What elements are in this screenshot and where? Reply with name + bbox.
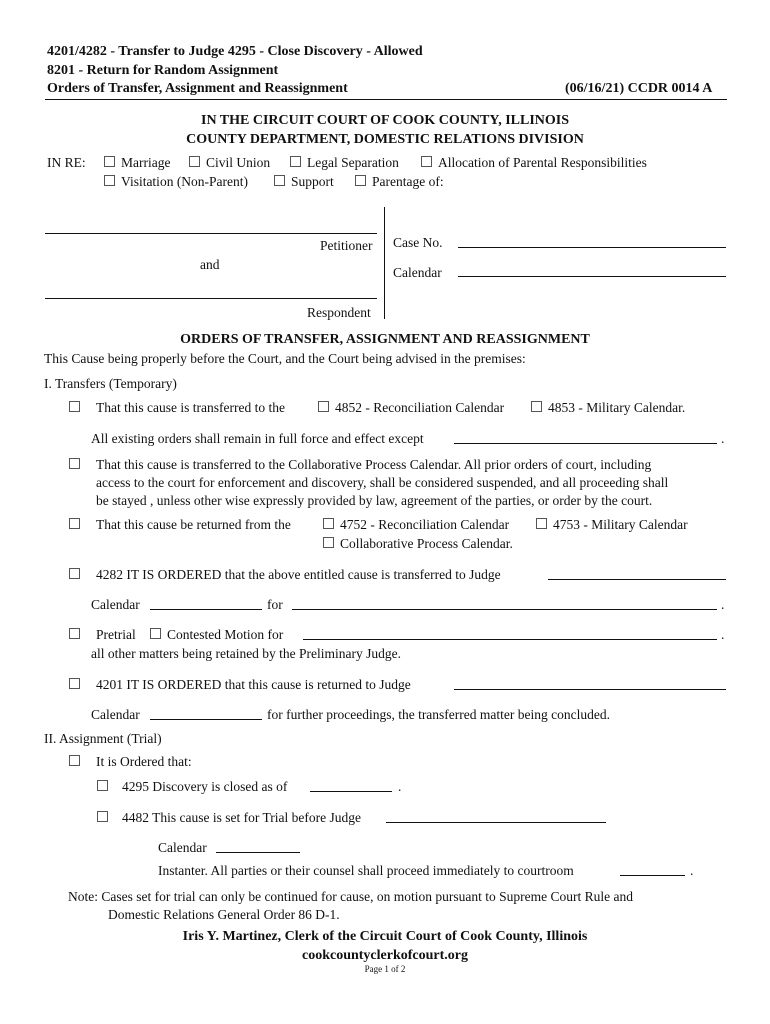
checkbox[interactable]	[290, 156, 301, 167]
trial-set[interactable]: 4482 This cause is set for Trial before Judge	[97, 810, 361, 826]
period: .	[398, 779, 402, 794]
option-civil-union[interactable]: Civil Union	[189, 155, 270, 171]
caption-divider	[384, 207, 385, 319]
intro-text: This Cause being properly before the Court, and the Court being advised in the premises:	[44, 351, 526, 366]
further-text: for further proceedings, the transferred matter being concluded.	[267, 707, 610, 722]
section-2-heading: II. Assignment (Trial)	[44, 731, 162, 746]
petitioner-label: Petitioner	[320, 238, 373, 253]
option-visitation[interactable]: Visitation (Non-Parent)	[104, 174, 248, 190]
transfer-4282[interactable]: 4282 IT IS ORDERED that the above entitled cause is transferred to Judge	[69, 567, 501, 583]
court-title-1: IN THE CIRCUIT COURT OF COOK COUNTY, ILLINOIS	[201, 113, 569, 128]
option-legal-separation[interactable]: Legal Separation	[290, 155, 399, 171]
contested-motion-option[interactable]: Contested Motion for	[150, 627, 283, 643]
checkbox[interactable]	[104, 156, 115, 167]
court-title-2: COUNTY DEPARTMENT, DOMESTIC RELATIONS DIVISION	[186, 132, 584, 147]
checkbox[interactable]	[69, 401, 80, 412]
period: .	[690, 863, 694, 878]
in-re-label: IN RE:	[47, 155, 86, 170]
checkbox[interactable]	[69, 628, 80, 639]
for-field[interactable]	[292, 609, 717, 610]
checkbox[interactable]	[69, 755, 80, 766]
calendar-field-1[interactable]	[150, 609, 262, 610]
header-line-1: 4201/4282 - Transfer to Judge 4295 - Close Discovery - Allowed	[47, 44, 423, 59]
checkbox[interactable]	[274, 175, 285, 186]
checkbox[interactable]	[104, 175, 115, 186]
checkbox[interactable]	[69, 678, 80, 689]
case-no-field[interactable]	[458, 247, 726, 248]
judge-field-1[interactable]	[548, 579, 726, 580]
transfer-2-line-3: be stayed , unless other wise expressly provided by law, agreement of the parties, or order by the court.	[96, 493, 653, 508]
transfer-2[interactable]: That this cause is transferred to the Collaborative Process Calendar. All prior orders of court, including	[69, 457, 651, 473]
option-parentage[interactable]: Parentage of:	[355, 174, 444, 190]
page-number: Page 1 of 2	[364, 964, 406, 974]
pretrial-option[interactable]: Pretrial	[69, 627, 136, 643]
checkbox[interactable]	[355, 175, 366, 186]
header-rule	[45, 99, 727, 100]
clerk-website[interactable]: cookcountyclerkofcourt.org	[301, 948, 469, 963]
discovery-closed[interactable]: 4295 Discovery is closed as of	[97, 779, 287, 795]
checkbox[interactable]	[318, 401, 329, 412]
return-4201[interactable]: 4201 IT IS ORDERED that this cause is returned to Judge	[69, 677, 411, 693]
petitioner-line[interactable]	[45, 233, 377, 234]
trial-judge-field[interactable]	[386, 822, 606, 823]
checkbox[interactable]	[536, 518, 547, 529]
period: .	[721, 431, 725, 446]
checkbox[interactable]	[69, 568, 80, 579]
option-4752[interactable]: 4752 - Reconciliation Calendar	[323, 517, 509, 533]
it-is-ordered[interactable]: It is Ordered that:	[69, 754, 192, 770]
checkbox[interactable]	[97, 811, 108, 822]
respondent-line[interactable]	[45, 298, 377, 299]
transfer-1[interactable]: That this cause is transferred to the	[69, 400, 285, 416]
note-line-1: Note: Cases set for trial can only be continued for cause, on motion pursuant to Supreme Court Rule and	[68, 889, 633, 904]
checkbox[interactable]	[421, 156, 432, 167]
option-4852[interactable]: 4852 - Reconciliation Calendar	[318, 400, 504, 416]
option-4853[interactable]: 4853 - Military Calendar.	[531, 400, 685, 416]
orders-title: ORDERS OF TRANSFER, ASSIGNMENT AND REASSIGNMENT	[180, 332, 590, 347]
discovery-date-field[interactable]	[310, 791, 392, 792]
header-line-3: Orders of Transfer, Assignment and Reassignment	[47, 81, 348, 96]
checkbox[interactable]	[189, 156, 200, 167]
option-marriage[interactable]: Marriage	[104, 155, 170, 171]
period: .	[721, 627, 725, 642]
checkbox[interactable]	[69, 458, 80, 469]
except-field[interactable]	[454, 443, 717, 444]
form-code: (06/16/21) CCDR 0014 A	[565, 81, 713, 96]
option-allocation[interactable]: Allocation of Parental Responsibilities	[421, 155, 647, 171]
existing-orders-text: All existing orders shall remain in full force and effect except	[91, 431, 424, 446]
calendar-label-1: Calendar	[91, 597, 140, 612]
checkbox[interactable]	[97, 780, 108, 791]
option-support[interactable]: Support	[274, 174, 334, 190]
option-collaborative[interactable]: Collaborative Process Calendar.	[323, 536, 513, 552]
clerk-name: Iris Y. Martinez, Clerk of the Circuit Court of Cook County, Illinois	[182, 929, 588, 944]
motion-field[interactable]	[303, 639, 717, 640]
transfer-3[interactable]: That this cause be returned from the	[69, 517, 291, 533]
checkbox[interactable]	[323, 537, 334, 548]
section-1-heading: I. Transfers (Temporary)	[44, 376, 177, 391]
retained-text: all other matters being retained by the Preliminary Judge.	[91, 646, 402, 661]
checkbox[interactable]	[150, 628, 161, 639]
calendar-field-3[interactable]	[216, 852, 300, 853]
calendar-label-3: Calendar	[158, 840, 207, 855]
for-label: for	[267, 597, 283, 612]
checkbox[interactable]	[69, 518, 80, 529]
courtroom-field[interactable]	[620, 875, 685, 876]
period: .	[721, 597, 725, 612]
calendar-field-2[interactable]	[150, 719, 262, 720]
calendar-label-2: Calendar	[91, 707, 140, 722]
checkbox[interactable]	[323, 518, 334, 529]
calendar-field[interactable]	[458, 276, 726, 277]
instanter-text: Instanter. All parties or their counsel shall proceed immediately to courtroom	[158, 863, 574, 878]
case-no-label: Case No.	[393, 235, 443, 250]
judge-field-2[interactable]	[454, 689, 726, 690]
header-line-2: 8201 - Return for Random Assignment	[47, 63, 279, 78]
option-4753[interactable]: 4753 - Military Calendar	[536, 517, 688, 533]
and-label: and	[200, 257, 220, 272]
note-line-2: Domestic Relations General Order 86 D-1.	[108, 907, 340, 922]
respondent-label: Respondent	[307, 305, 371, 320]
calendar-label: Calendar	[393, 265, 442, 280]
transfer-2-line-2: access to the court for enforcement and discovery, shall be considered suspended, and all proceeding shall	[96, 475, 669, 490]
checkbox[interactable]	[531, 401, 542, 412]
